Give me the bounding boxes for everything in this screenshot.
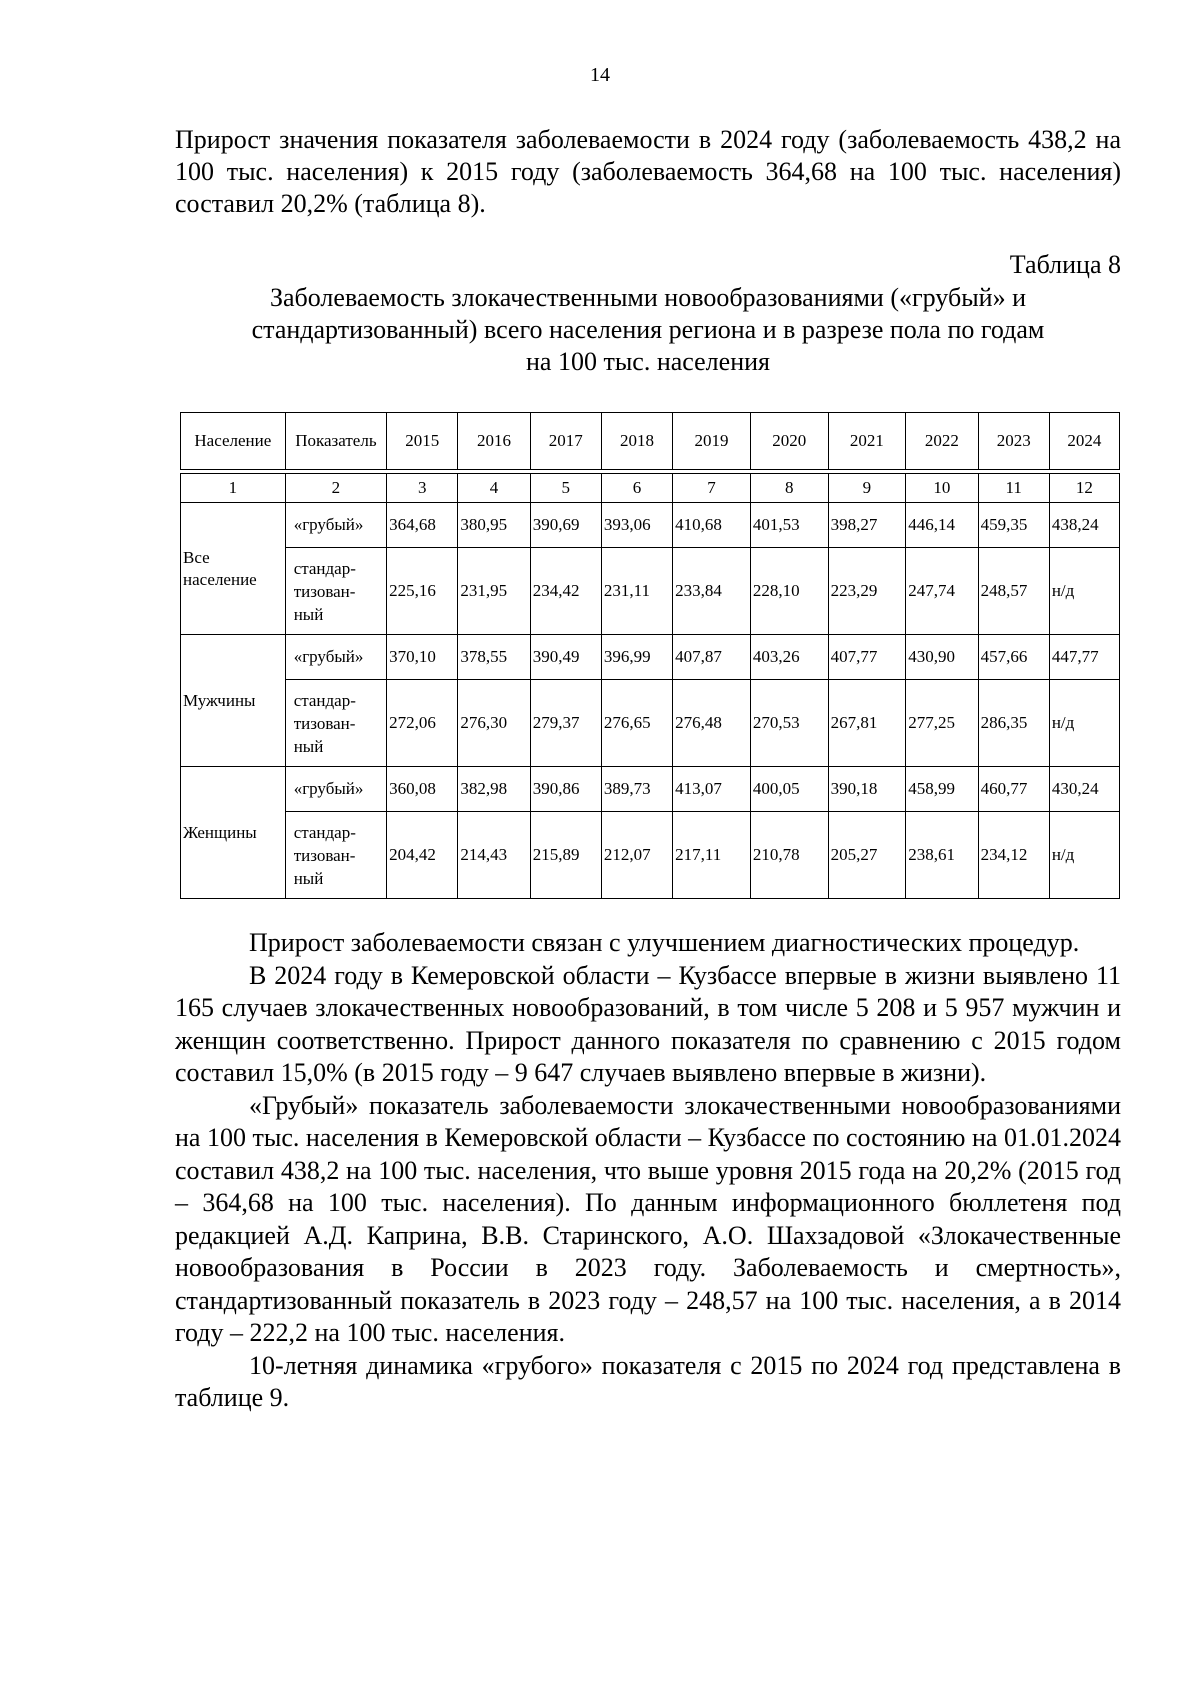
paragraph: Прирост заболеваемости связан с улучшением диагностических процедур. <box>249 928 1080 957</box>
header-cell: 2022 <box>906 413 978 470</box>
header-cell: Население <box>181 413 286 470</box>
table-cell: 270,53 <box>750 680 828 767</box>
column-number: 7 <box>673 474 751 503</box>
header-cell: 2015 <box>387 413 458 470</box>
column-number: 3 <box>387 474 458 503</box>
table-cell: 403,26 <box>750 635 828 680</box>
population-cell: Все население <box>181 503 286 635</box>
column-number-row <box>181 474 1120 503</box>
header-cell: 2020 <box>750 413 828 470</box>
table-cell: 205,27 <box>828 812 906 899</box>
population-cell: Мужчины <box>181 635 286 767</box>
table-cell: 267,81 <box>828 680 906 767</box>
table-cell: 447,77 <box>1049 635 1119 680</box>
table-cell: 214,43 <box>458 812 530 899</box>
table-cell: 396,99 <box>601 635 672 680</box>
table-row <box>181 635 1120 680</box>
table-title-line: стандартизованный) всего населения региона и в разрезе пола по годам <box>251 315 1045 344</box>
column-number: 11 <box>978 474 1049 503</box>
column-number: 2 <box>285 474 386 503</box>
table-row <box>181 548 1120 635</box>
table-cell: 382,98 <box>458 767 530 812</box>
table-cell: 407,87 <box>673 635 751 680</box>
table-row <box>181 503 1120 548</box>
table-cell: 231,95 <box>458 548 530 635</box>
table-cell: 225,16 <box>387 548 458 635</box>
table-cell: 231,11 <box>601 548 672 635</box>
indicator-cell: «грубый» <box>285 635 386 680</box>
table-cell: 457,66 <box>978 635 1049 680</box>
table-cell: 407,77 <box>828 635 906 680</box>
table-cell: 438,24 <box>1049 503 1119 548</box>
table-cell: 378,55 <box>458 635 530 680</box>
column-number: 4 <box>458 474 530 503</box>
paragraph: 10-летняя динамика «грубого» показателя с 2015 по 2024 год представлена в таблице 9. <box>175 1350 1121 1412</box>
table-cell: 276,48 <box>673 680 751 767</box>
header-cell: 2017 <box>530 413 601 470</box>
indicator-cell: стандар- тизован- ный <box>285 548 386 635</box>
table-cell: 398,27 <box>828 503 906 548</box>
table-cell: 212,07 <box>601 812 672 899</box>
table-cell: 430,90 <box>906 635 978 680</box>
paragraph: «Грубый» показатель заболеваемости злокачественными новообразованиями на 100 тыс. населения в Кемеровской области – Кузбассе по состоянию на 01.01.2024 составил 438,2 на 100 тыс. населения, что выше уровня 2015 года на 20,2% (2015 год – 364,68 на 100 тыс. населения). По данным информационного бюллетеня под редакцией А.Д. Каприна, В.В. Старинского, А.О. Шахзадовой «Злокачественные новообразования в России в 2023 году. Заболеваемость и смертность», стандартизованный показатель в 2023 году – 248,57 на 100 тыс. населения, а в 2014 году – 222,2 на 100 тыс. населения. <box>175 1090 1121 1347</box>
header-cell: 2016 <box>458 413 530 470</box>
body-text <box>175 927 1121 1415</box>
table-cell: 446,14 <box>906 503 978 548</box>
table-cell: 370,10 <box>387 635 458 680</box>
table-cell: н/д <box>1049 680 1119 767</box>
table-cell: 410,68 <box>673 503 751 548</box>
header-cell: 2018 <box>601 413 672 470</box>
table-cell: 223,29 <box>828 548 906 635</box>
table-cell: н/д <box>1049 548 1119 635</box>
table-title-line: на 100 тыс. населения <box>526 347 770 376</box>
table-cell: 380,95 <box>458 503 530 548</box>
column-number: 5 <box>530 474 601 503</box>
column-number: 9 <box>828 474 906 503</box>
table-cell: 248,57 <box>978 548 1049 635</box>
table-row <box>181 680 1120 767</box>
table-cell: 204,42 <box>387 812 458 899</box>
table-cell: 272,06 <box>387 680 458 767</box>
column-number: 6 <box>601 474 672 503</box>
header-cell: 2021 <box>828 413 906 470</box>
table-title <box>175 282 1121 378</box>
table-cell: 217,11 <box>673 812 751 899</box>
table-cell: 459,35 <box>978 503 1049 548</box>
table-cell: 210,78 <box>750 812 828 899</box>
table-cell: 413,07 <box>673 767 751 812</box>
table-cell: 277,25 <box>906 680 978 767</box>
indicator-cell: «грубый» <box>285 767 386 812</box>
table-cell: 390,49 <box>530 635 601 680</box>
table-cell: 393,06 <box>601 503 672 548</box>
column-number: 1 <box>181 474 286 503</box>
column-number: 10 <box>906 474 978 503</box>
header-cell: Показатель <box>285 413 386 470</box>
table-cell: 238,61 <box>906 812 978 899</box>
table-cell: 234,12 <box>978 812 1049 899</box>
table-title-line: Заболеваемость злокачественными новообразованиями («грубый» и <box>269 283 1026 312</box>
column-number: 12 <box>1049 474 1119 503</box>
table-cell: 389,73 <box>601 767 672 812</box>
table-cell: 390,69 <box>530 503 601 548</box>
table-cell: 364,68 <box>387 503 458 548</box>
table-cell: н/д <box>1049 812 1119 899</box>
table-cell: 228,10 <box>750 548 828 635</box>
table-cell: 390,86 <box>530 767 601 812</box>
table-label: Таблица 8 <box>1009 250 1121 279</box>
table-cell: 215,89 <box>530 812 601 899</box>
table-cell: 430,24 <box>1049 767 1119 812</box>
header-cell: 2024 <box>1049 413 1119 470</box>
table-header-row <box>181 413 1120 470</box>
table-cell: 401,53 <box>750 503 828 548</box>
header-cell: 2023 <box>978 413 1049 470</box>
page-number: 14 <box>590 64 610 86</box>
header-cell: 2019 <box>673 413 751 470</box>
table-cell: 400,05 <box>750 767 828 812</box>
table-cell: 460,77 <box>978 767 1049 812</box>
column-number: 8 <box>750 474 828 503</box>
table-cell: 390,18 <box>828 767 906 812</box>
table-row <box>181 767 1120 812</box>
incidence-table <box>180 412 1120 899</box>
table-cell: 234,42 <box>530 548 601 635</box>
table-cell: 286,35 <box>978 680 1049 767</box>
table-cell: 276,30 <box>458 680 530 767</box>
table-cell: 276,65 <box>601 680 672 767</box>
table-cell: 360,08 <box>387 767 458 812</box>
table-row <box>181 812 1120 899</box>
table-cell: 279,37 <box>530 680 601 767</box>
table-cell: 247,74 <box>906 548 978 635</box>
indicator-cell: «грубый» <box>285 503 386 548</box>
indicator-cell: стандар- тизован- ный <box>285 680 386 767</box>
table-cell: 233,84 <box>673 548 751 635</box>
intro-paragraph: Прирост значения показателя заболеваемости в 2024 году (заболеваемость 438,2 на 100 тыс. населения) к 2015 году (заболеваемость 364,68 на 100 тыс. населения) составил 20,2% (таблица 8). <box>175 125 1121 218</box>
table-cell: 458,99 <box>906 767 978 812</box>
indicator-cell: стандар- тизован- ный <box>285 812 386 899</box>
paragraph: В 2024 году в Кемеровской области – Кузбассе впервые в жизни выявлено 11 165 случаев злокачественных новообразований, в том числе 5 208 и 5 957 мужчин и женщин соответственно. Прирост данного показателя по сравнению с 2015 годом составил 15,0% (в 2015 году – 9 647 случаев выявлено впервые в жизни). <box>175 960 1121 1087</box>
population-cell: Женщины <box>181 767 286 899</box>
